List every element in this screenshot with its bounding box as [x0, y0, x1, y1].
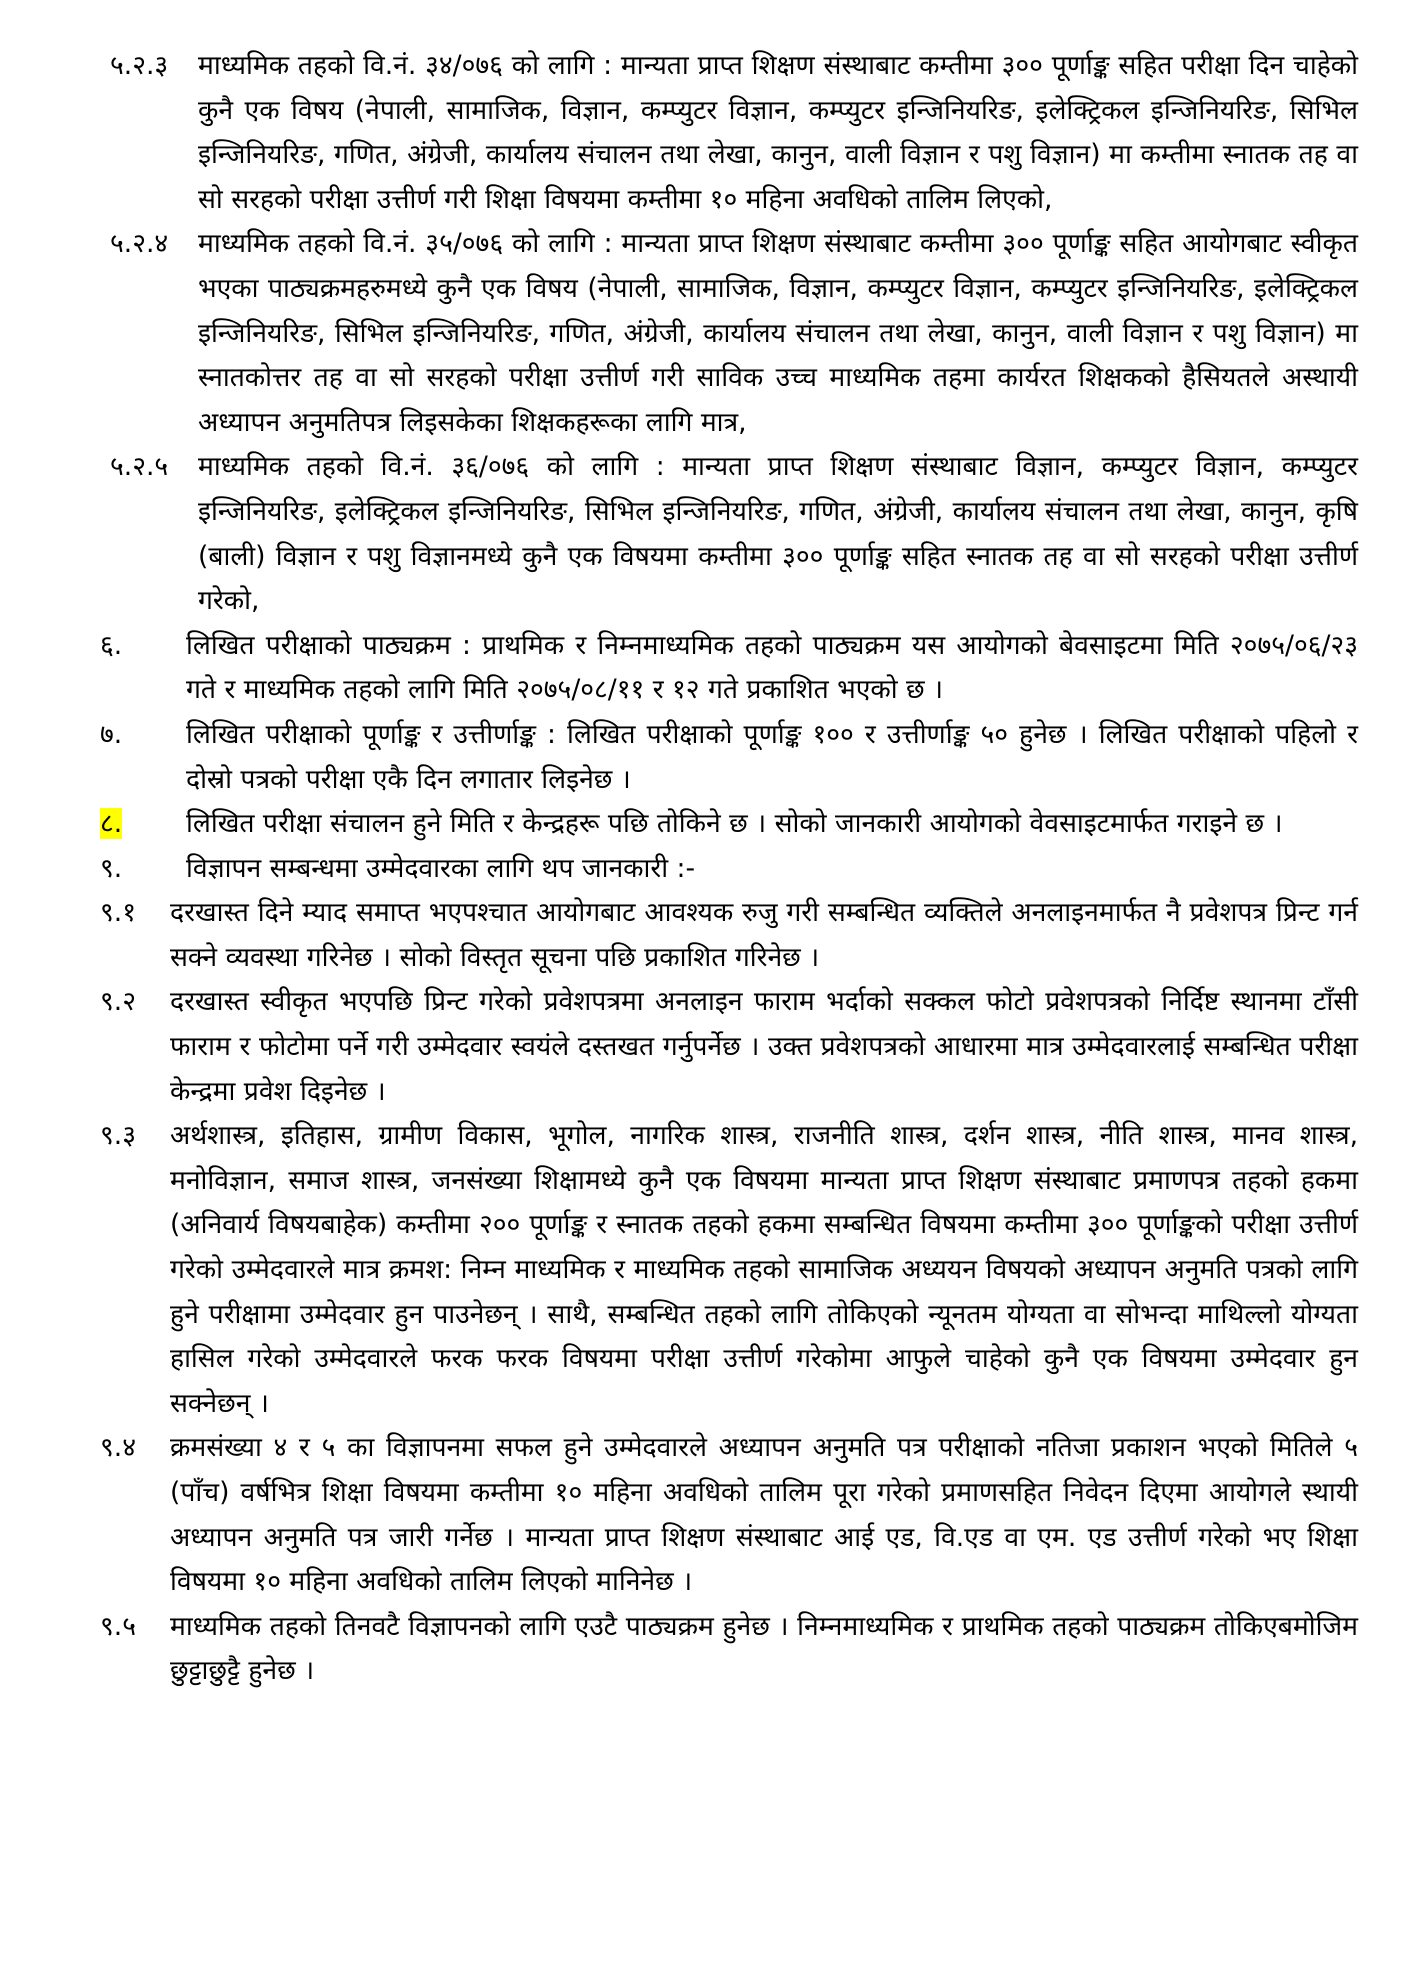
clause-text: माध्यमिक तहको वि.नं. ३६/०७६ को लागि : मान्यता प्राप्त शिक्षण संस्थाबाट विज्ञान, कम्प्युटर विज्ञान, कम्प्युटर इन्जिनियरिङ, इलेक्ट्रिकल इन्जिनियरिङ, सिभिल इन्जिनियरिङ, गणित, अंग्रेजी, कार्यालय संचालन तथा लेखा, कानुन, कृषि (बाली) विज्ञान र पशु विज्ञानमध्ये कुनै एक विषयमा कम्तीमा ३०० पूर्णाङ्क सहित स्नातक तह वा सो सरहको परीक्षा उत्तीर्ण गरेको, [198, 451, 1358, 617]
section-9-heading [100, 847, 1358, 892]
clause-9-1 [100, 891, 1358, 980]
highlight-mark: ८. [100, 808, 123, 840]
clause-number: ५.२.४ [110, 228, 169, 260]
section-8-exam-date [100, 802, 1358, 847]
clause-number: ९.१ [100, 897, 136, 929]
clause-number: ९.३ [100, 1120, 136, 1152]
clause-5-2-5 [110, 445, 1358, 623]
section-6-syllabus [100, 624, 1358, 713]
clause-text: अर्थशास्त्र, इतिहास, ग्रामीण विकास, भूगोल, नागरिक शास्त्र, राजनीति शास्त्र, दर्शन शास्त्र, नीति शास्त्र, मानव शास्त्र, मनोविज्ञान, समाज शास्त्र, जनसंख्या शिक्षामध्ये कुनै एक विषयमा मान्यता प्राप्त शिक्षण संस्थाबाट प्रमाणपत्र तहको हकमा (अनिवार्य विषयबाहेक) कम्तीमा २०० पूर्णाङ्क र स्नातक तहको हकमा सम्बन्धित विषयमा कम्तीमा ३०० पूर्णाङ्कको परीक्षा उत्तीर्ण गरेको उम्मेदवारले मात्र क्रमश: निम्न माध्यमिक र माध्यमिक तहको सामाजिक अध्ययन विषयको अध्यापन अनुमति पत्रको लागि हुने परीक्षामा उम्मेदवार हुन पाउनेछन् । साथै, सम्बन्धित तहको लागि तोकिएको न्यूनतम योग्यता वा सोभन्दा माथिल्लो योग्यता हासिल गरेको उम्मेदवारले फरक फरक विषयमा परीक्षा उत्तीर्ण गरेकोमा आफुले चाहेको कुनै एक विषयमा उम्मेदवार हुन सक्नेछन् । [170, 1120, 1358, 1419]
clause-number: ५.२.५ [110, 451, 169, 483]
clause-5-2-3 [110, 44, 1358, 222]
section-7-marks [100, 713, 1358, 802]
clause-text: माध्यमिक तहको तिनवटै विज्ञापनको लागि एउटै पाठ्यक्रम हुनेछ । निम्नमाध्यमिक र प्राथमिक तहको पाठ्यक्रम तोकिएबमोजिम छुट्टाछुट्टै हुनेछ । [170, 1610, 1358, 1687]
section-text: लिखित परीक्षा संचालन हुने मिति र केन्द्रहरू पछि तोकिने छ । सोको जानकारी आयोगको वेवसाइटमार्फत गराइने छ । [186, 808, 1283, 840]
clause-9-5 [100, 1605, 1358, 1694]
section-number-highlighted [100, 802, 186, 847]
clause-number: ९.४ [100, 1432, 136, 1464]
clause-number: ५.२.३ [110, 50, 169, 81]
section-number: ९. [100, 852, 123, 884]
section-number: ६. [100, 629, 123, 661]
clause-number: ९.५ [100, 1610, 136, 1642]
clause-text: दरखास्त स्वीकृत भएपछि प्रिन्ट गरेको प्रवेशपत्रमा अनलाइन फाराम भर्दाको सक्कल फोटो प्रवेशपत्रको निर्दिष्ट स्थानमा टाँसी फाराम र फोटोमा पर्ने गरी उम्मेदवार स्वयंले दस्तखत गर्नुपर्नेछ । उक्त प्रवेशपत्रको आधारमा मात्र उम्मेदवारलाई सम्बन्धित परीक्षा केन्द्रमा प्रवेश दिइनेछ । [170, 986, 1358, 1107]
clause-9-3 [100, 1114, 1358, 1426]
clause-5-2-4 [110, 222, 1358, 445]
clause-9-4 [100, 1426, 1358, 1604]
clause-text: माध्यमिक तहको वि.नं. ३४/०७६ को लागि : मान्यता प्राप्त शिक्षण संस्थाबाट कम्तीमा ३०० पूर्णाङ्क सहित परीक्षा दिन चाहेको कुनै एक विषय (नेपाली, सामाजिक, विज्ञान, कम्प्युटर विज्ञान, कम्प्युटर इन्जिनियरिङ, इलेक्ट्रिकल इन्जिनियरिङ, सिभिल इन्जिनियरिङ, गणित, अंग्रेजी, कार्यालय संचालन तथा लेखा, कानुन, वाली विज्ञान र पशु विज्ञान) मा कम्तीमा स्नातक तह वा सो सरहको परीक्षा उत्तीर्ण गरी शिक्षा विषयमा कम्तीमा १० महिना अवधिको तालिम लिएको, [198, 50, 1359, 215]
section-heading: विज्ञापन सम्बन्धमा उम्मेदवारका लागि थप जानकारी :- [186, 852, 696, 884]
section-number: ७. [100, 718, 123, 750]
section-text: लिखित परीक्षाको पूर्णाङ्क र उत्तीर्णाङ्क : लिखित परीक्षाको पूर्णाङ्क १०० र उत्तीर्णाङ्क ५० हुनेछ । लिखित परीक्षाको पहिलो र दोस्रो पत्रको परीक्षा एकै दिन लगातार लिइनेछ । [186, 718, 1358, 795]
clause-9-2 [100, 980, 1358, 1114]
clause-text: दरखास्त दिने म्याद समाप्त भएपश्चात आयोगबाट आवश्यक रुजु गरी सम्बन्धित व्यक्तिले अनलाइनमार्फत नै प्रवेशपत्र प्रिन्ट गर्न सक्ने व्यवस्था गरिनेछ । सोको विस्तृत सूचना पछि प्रकाशित गरिनेछ । [170, 897, 1358, 973]
clause-number: ९.२ [100, 986, 136, 1018]
section-text: लिखित परीक्षाको पाठ्यक्रम : प्राथमिक र निम्नमाध्यमिक तहको पाठ्यक्रम यस आयोगको बेवसाइटमा मिति २०७५/०६/२३ गते र माध्यमिक तहको लागि मिति २०७५/०८/११ र १२ गते प्रकाशित भएको छ । [186, 629, 1358, 706]
clause-text: क्रमसंख्या ४ र ५ का विज्ञापनमा सफल हुने उम्मेदवारले अध्यापन अनुमति पत्र परीक्षाको नतिजा प्रकाशन भएको मितिले ५ (पाँच) वर्षभित्र शिक्षा विषयमा कम्तीमा १० महिना अवधिको तालिम पूरा गरेको प्रमाणसहित निवेदन दिएमा आयोगले स्थायी अध्यापन अनुमति पत्र जारी गर्नेछ । मान्यता प्राप्त शिक्षण संस्थाबाट आई एड, वि.एड वा एम. एड उत्तीर्ण गरेको भए शिक्षा विषयमा १० महिना अवधिको तालिम लिएको मानिनेछ । [170, 1432, 1358, 1598]
clause-text: माध्यमिक तहको वि.नं. ३५/०७६ को लागि : मान्यता प्राप्त शिक्षण संस्थाबाट कम्तीमा ३०० पूर्णाङ्क सहित आयोगबाट स्वीकृत भएका पाठ्यक्रमहरुमध्ये कुनै एक विषय (नेपाली, सामाजिक, विज्ञान, कम्प्युटर विज्ञान, कम्प्युटर इन्जिनियरिङ, इलेक्ट्रिकल इन्जिनियरिङ, सिभिल इन्जिनियरिङ, गणित, अंग्रेजी, कार्यालय संचालन तथा लेखा, कानुन, वाली विज्ञान र पशु विज्ञान) मा स्नातकोत्तर तह वा सो सरहको परीक्षा उत्तीर्ण गरी साविक उच्च माध्यमिक तहमा कार्यरत शिक्षकको हैसियतले अस्थायी अध्यापन अनुमतिपत्र लिइसकेका शिक्षकहरूका लागि मात्र, [198, 228, 1358, 438]
